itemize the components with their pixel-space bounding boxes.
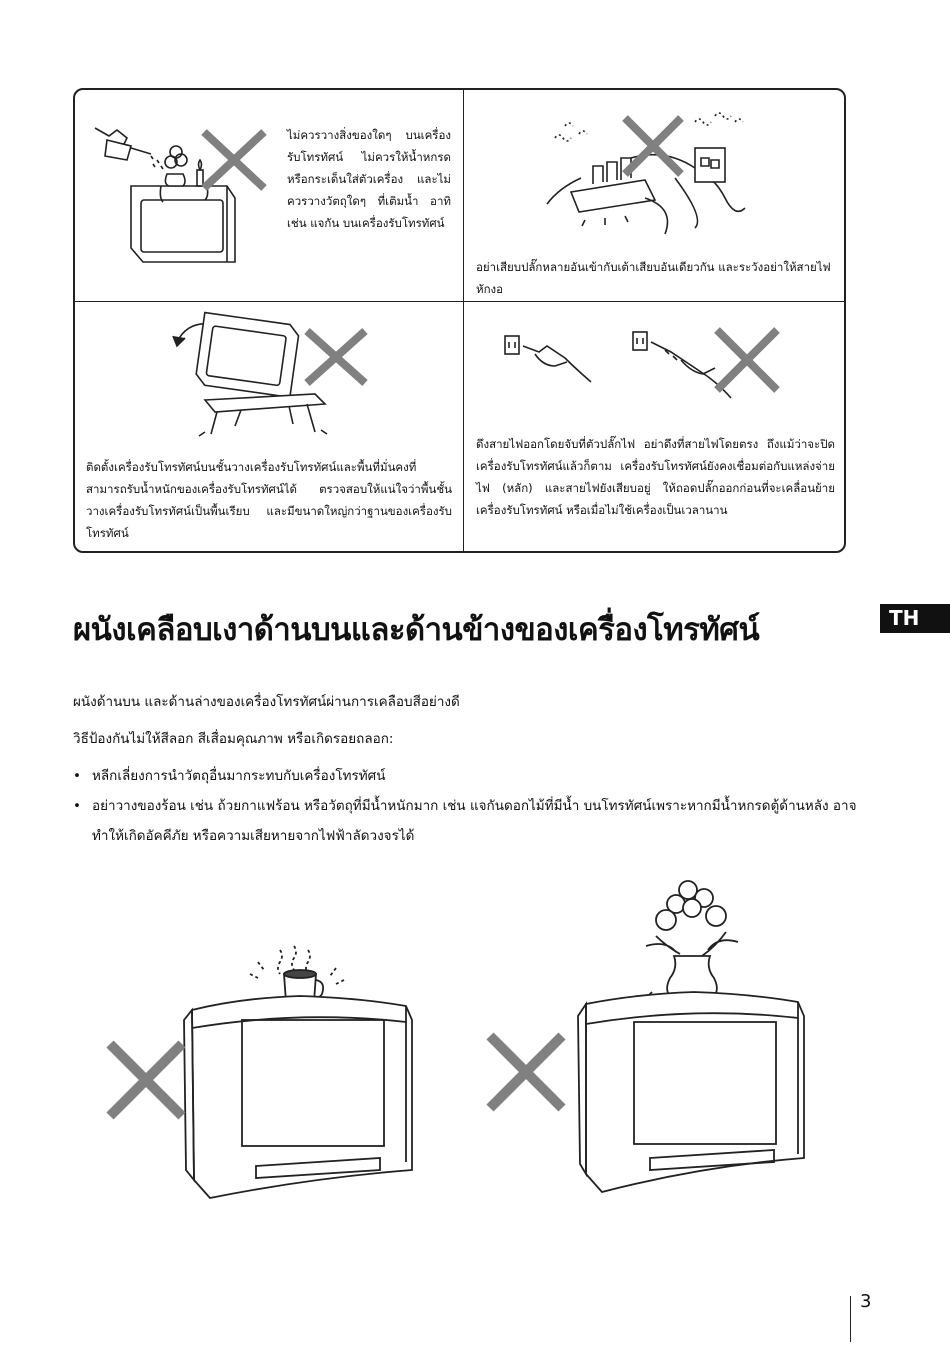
warning-grid <box>73 88 846 553</box>
section-title: ผนังเคลือบเงาด้านบนและด้านข้างของเครื่องโทรทัศน์ <box>73 612 760 648</box>
bullet-list <box>73 761 863 851</box>
page-number-rule <box>850 1296 851 1342</box>
prohibited-x-icon <box>486 1032 566 1112</box>
cell-2-text: อย่าเสียบปลั๊กหลายอันเข้ากับเต้าเสียบอันเดียวกัน และระวังอย่าให้สายไฟหักงอ <box>476 260 831 296</box>
bullet-item: • หลีกเลี่ยงการนำวัตถุอื่นมากระทบกับเครื่องโทรทัศน์ <box>73 761 863 791</box>
prohibited-x-icon <box>621 114 685 178</box>
bullet-item: • อย่าวางของร้อน เช่น ถ้วยกาแฟร้อน หรือวัตถุที่มีน้ำหนักมาก เช่น แจกันดอกไม้ที่มีน้ำ บนโทรทัศน์เพราะหากมีน้ำหกรดตู้ด้านหลัง อาจทำให้เกิดอัคคีภัย หรือความเสียหายจากไฟฟ้าลัดวงจรได้ <box>73 791 863 851</box>
prohibited-x-icon <box>200 128 268 192</box>
prevention-paragraph: วิธีป้องกันไม่ให้สีลอก สีเสื่อมคุณภาพ หรือเกิดรอยถลอก: <box>73 731 394 747</box>
cell-3-text: ติดตั้งเครื่องรับโทรทัศน์บนชั้นวางเครื่องรับโทรทัศน์และพื้นที่มั่นคงที่สามารถรับน้ำหนักของเครื่องรับโทรทัศน์ได้ ตรวจสอบให้แน่ใจว่าพื้นชั้นวางเครื่องรับโทรทัศน์เป็นพื้นเรียบ และมีขนาดใหญ่กว่าฐานของเครื่องรับโทรทัศน์ <box>86 460 452 540</box>
hot-cup-tv-icon <box>180 940 420 1200</box>
prohibited-x-icon <box>713 326 781 394</box>
prohibited-x-icon <box>106 1040 186 1120</box>
grid-divider-horizontal <box>75 301 844 302</box>
cell-4-text: ดึงสายไฟออกโดยจับที่ตัวปลั๊กไฟ อย่าดึงที่สายไฟโดยตรง ถึงแม้ว่าจะปิดเครื่องรับโทรทัศน์แล้วก็ตาม เครื่องรับโทรทัศน์ยังคงเชื่อมต่อกับแหล่งจ่ายไฟ (หลัก) และสายไฟยังเสียบอยู่ ให้ถอดปลั๊กออกก่อนที่จะเคลื่อนย้ายเครื่องรับโทรทัศน์ หรือเมื่อไม่ใช้เครื่องเป็นเวลานาน <box>476 437 835 517</box>
intro-paragraph: ผนังด้านบน และด้านล่างของเครื่องโทรทัศน์ผ่านการเคลือบสีอย่างดี <box>73 694 460 710</box>
grid-divider-vertical <box>463 90 464 551</box>
cell-1-text: ไม่ควรวางสิ่งของใดๆ บนเครื่องรับโทรทัศน์ ไม่ควรให้น้ำหกรดหรือกระเด็นใส่ตัวเครื่อง และไม่ควรวางวัตถุใดๆ ที่เติมน้ำ อาทิเช่น แจกัน บนเครื่องรับโทรทัศน์ <box>287 128 451 230</box>
page-number: 3 <box>860 1291 872 1312</box>
vase-tv-icon <box>576 876 812 1198</box>
language-tab: TH <box>880 604 950 633</box>
prohibited-x-icon <box>303 327 369 387</box>
